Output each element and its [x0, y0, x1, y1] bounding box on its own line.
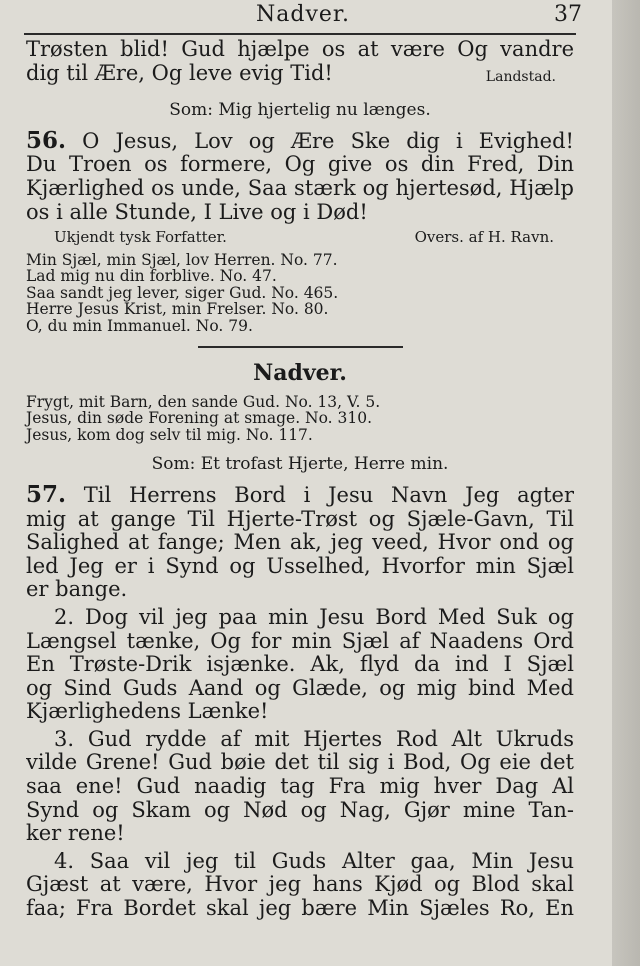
text-line: 4. Saa vil jeg til Guds Alter gaa, Min Jesu	[54, 849, 574, 873]
text-line: 2. Dog vil jeg paa min Jesu Bord Med Suk og	[54, 605, 574, 629]
text-line: ker rene!	[26, 822, 125, 846]
text-line: Trøsten blid! Gud hjælpe os at være Og vandre	[26, 38, 574, 61]
page-header	[24, 0, 582, 34]
hymn-author: Ukjendt tysk Forfatter.	[54, 228, 227, 247]
verse-3	[26, 728, 574, 846]
page-edge	[612, 0, 640, 966]
related-hymn: Jesus, din søde Forening at smage. No. 310.	[26, 409, 373, 428]
text-line: Længsel tænke, Og for min Sjæl af Naadens Ord	[26, 629, 574, 653]
text-line: mig at gange Til Hjerte-Trøst og Sjæle-Gavn, Til	[26, 507, 574, 531]
text-line-content: dig til Ære, Og leve evig Tid!	[26, 61, 333, 85]
text-line: Du Troen os formere, Og give os din Fred, Din	[26, 153, 574, 177]
related-hymn: O, du min Immanuel. No. 79.	[26, 316, 253, 335]
hymn-57	[26, 483, 574, 921]
hymn-number: 57.	[26, 482, 67, 508]
hymn-author: Landstad.	[485, 68, 556, 85]
verse-2	[26, 606, 574, 724]
text-line: Gjæst at være, Hvor jeg hans Kjød og Blod skal	[26, 873, 574, 897]
section-hymn-list	[26, 394, 574, 444]
related-hymn: Herre Jesus Krist, min Frelser. No. 80.	[26, 300, 329, 319]
hymn-first-line: O Jesus, Lov og Ære Ske dig i Evighed!	[82, 128, 574, 153]
previous-hymn-ending	[26, 38, 574, 89]
hymn-57-melody: Som: Et trofast Hjerte, Herre min.	[151, 454, 449, 475]
hymn-first-line: Til Herrens Bord i Jesu Navn Jeg agter	[83, 482, 574, 507]
hymn-attribution	[26, 226, 574, 250]
hymn-translator: Overs. af H. Ravn.	[414, 228, 554, 247]
related-hymn: Min Sjæl, min Sjæl, lov Herren. No. 77.	[26, 250, 338, 269]
text-line: faa; Fra Bordet skal jeg bære Min Sjæles Ro, En	[26, 897, 574, 921]
related-hymn: Frygt, mit Barn, den sande Gud. No. 13, V. 5.	[26, 392, 381, 411]
text-line: saa ene! Gud naadig tag Fra mig hver Dag Al	[26, 775, 574, 799]
text-line: 3. Gud rydde af mit Hjertes Rod Alt Ukruds	[54, 727, 574, 751]
text-line	[26, 62, 574, 90]
text-line: vilde Grene! Gud bøie det til sig i Bod, Og eie det	[26, 751, 574, 775]
related-hymn: Saa sandt jeg lever, siger Gud. No. 465.	[26, 283, 339, 302]
hymn-56-melody: Som: Mig hjertelig nu længes.	[169, 100, 431, 121]
text-line: Kjærlighedens Lænke!	[26, 700, 269, 724]
text-line	[26, 129, 574, 154]
page-body	[26, 38, 574, 921]
section-title: Nadver.	[253, 360, 347, 387]
text-line: os i alle Stunde, I Live og i Død!	[26, 200, 368, 224]
header-rule	[24, 33, 576, 35]
running-title: Nadver.	[256, 2, 350, 27]
text-line: Kjærlighed os unde, Saa stærk og hjertesød, Hjælp	[26, 176, 574, 200]
hymn-56	[26, 129, 574, 334]
related-hymn: Lad mig nu din forblive. No. 47.	[26, 267, 277, 286]
text-line: En Trøste-Drik isjænke. Ak, flyd da ind I Sjæl	[26, 653, 574, 677]
text-line: og Sind Guds Aand og Glæde, og mig bind Med	[26, 676, 574, 700]
related-hymn-list	[26, 252, 574, 335]
section-divider	[198, 346, 403, 348]
text-line: Synd og Skam og Nød og Nag, Gjør mine Tan-	[26, 798, 574, 822]
text-line: er bange.	[26, 578, 128, 602]
related-hymn: Jesus, kom dog selv til mig. No. 117.	[26, 425, 313, 444]
text-line: Salighed at fange; Men ak, jeg veed, Hvor ond og	[26, 531, 574, 555]
text-line	[26, 483, 574, 508]
hymn-number: 56.	[26, 128, 67, 154]
page-number: 37	[554, 2, 582, 27]
text-line: led Jeg er i Synd og Usselhed, Hvorfor min Sjæl	[26, 554, 574, 578]
verse-4	[26, 850, 574, 921]
